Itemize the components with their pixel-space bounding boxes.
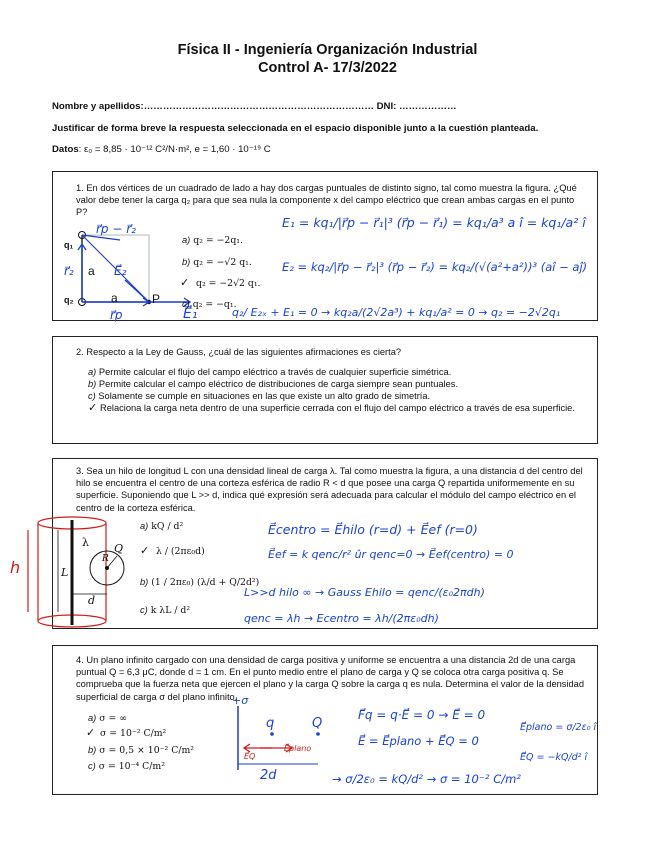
charge-Q — [316, 732, 320, 736]
q2-check-icon: ✓ — [88, 402, 98, 414]
hw-e1-fig: E⃗₁ — [183, 306, 198, 322]
hw-e2-fig: E⃗₂ — [114, 264, 127, 278]
question-3-number: 3. — [76, 466, 84, 476]
hw-h: h — [10, 558, 21, 577]
q1-option-b-text: q₂ = −√2 q₁. — [193, 257, 252, 268]
label-lambda: λ — [82, 536, 89, 549]
data-values: : ε₀ = 8,85 · 10⁻¹² C²/N·m², e = 1,60 · 10⁻¹⁹ C — [78, 144, 271, 155]
q3-option-c-text: k λL / d² — [150, 605, 191, 616]
q1-option-c-text: q₂ = −q₁. — [192, 299, 237, 310]
q3-option-a-letter: a) — [140, 521, 149, 531]
hw-q1-e1: E₁ = kq₁/|r⃗p − r⃗₁|³ (r⃗p − r⃗₁) = kq₁/a³ a î = kq₁/a² î — [282, 215, 586, 230]
question-2-number: 2. — [76, 347, 84, 357]
label-Q: Q — [114, 542, 124, 555]
question-1-number: 1. — [76, 183, 84, 193]
q2-option-c-letter: c) — [88, 391, 96, 401]
label-q2: q₂ — [64, 295, 74, 305]
q4-option-c-text: σ = 10⁻⁴ C/m² — [98, 761, 165, 772]
hw-q4-l4: E⃗Q = −kQ/d² î — [520, 752, 588, 763]
hw-q4-l1: F⃗q = q·E⃗ = 0 → E⃗ = 0 — [358, 708, 486, 722]
label-point-p: P — [152, 292, 161, 306]
hw-q3-l2: E⃗ef = k qenc/r² ûr qenc=0 → E⃗ef(centro) = 0 — [268, 548, 514, 561]
q2-option-a-letter: a) — [88, 367, 97, 377]
page-subtitle: Control A- 17/3/2022 — [258, 60, 397, 76]
q4-option-c-letter: c) — [88, 761, 96, 771]
label-side-horizontal: a — [111, 291, 118, 305]
q3-option-b-text: (1 / 2πε₀) (λ/d + Q/2d²) — [151, 577, 260, 588]
charge-q — [270, 732, 274, 736]
hw-q1-result: q₂/ E₂ₓ + E₁ = 0 → kq₂a/(2√2a³) + kq₁/a² = 0 → q₂ = −2√2q₁ — [232, 306, 561, 319]
q1-option-c-letter: c) — [182, 299, 190, 309]
question-1-statement: En dos vértices de un cuadrado de lado a hay dos cargas puntuales de distinto signo, tal como muestra la figura. ¿Qué valor debe tener la carga q₂ para que sea nula la componente x del campo eléctrico que crean ambas cargas en el punto P? — [76, 183, 577, 218]
hw-2d: 2d — [260, 768, 277, 783]
q2-option-a-text: Permite calcular el flujo del campo eléctrico a través de cualquier superficie simétrica. — [98, 367, 452, 377]
hw-q3-l4: qenc = λh → Ecentro = λh/(2πε₀dh) — [244, 612, 439, 625]
q2-option-selected-text: Relaciona la carga neta dentro de una superficie cerrada con el flujo del campo eléctrico a través de esa superficie. — [100, 403, 575, 413]
q4-option-selected-text: σ = 10⁻² C/m² — [100, 728, 167, 739]
q3-option-selected-text: λ / (2πε₀d) — [156, 546, 205, 557]
hw-r2: r⃗₂ — [64, 264, 74, 278]
hw-eq: E⃗Q — [244, 752, 256, 761]
hw-q4-l3: E⃗plano = σ/2ε₀ î — [520, 722, 597, 733]
hw-q3-l3: L>>d hilo ∞ → Gauss Ehilo = qenc/(ε₀2πdh) — [244, 586, 485, 599]
hw-rp-r2: r⃗p − r⃗₂ — [96, 222, 136, 236]
question-2-statement: Respecto a la Ley de Gauss, ¿cuál de las siguientes afirmaciones es cierta? — [86, 347, 402, 357]
hw-eplano: E⃗plano — [284, 744, 312, 753]
label-side-vertical: a — [88, 264, 95, 278]
q2-option-c-text: Solamente se cumple en situaciones en las que existe un alto grado de simetría. — [98, 391, 431, 401]
q4-option-b-text: σ = 0,5 × 10⁻² C/m² — [99, 745, 194, 756]
label-L: L — [61, 566, 69, 579]
q1-option-a-letter: a) — [182, 235, 191, 245]
q4-option-b-letter: b) — [88, 745, 97, 755]
q2-option-b-text: Permite calcular el campo eléctrico de distribuciones de carga siempre sean puntuales. — [98, 379, 459, 389]
hw-q3-l1: E⃗centro = E⃗hilo (r=d) + E⃗ef (r=0) — [268, 522, 478, 537]
label-R: R — [102, 554, 109, 564]
hw-q4-l5: → σ/2ε₀ = kQ/d² → σ = 10⁻² C/m² — [332, 772, 521, 786]
page-title: Física II - Ingeniería Organización Industrial — [177, 42, 478, 58]
question-4-number: 4. — [76, 655, 84, 665]
data-label: Datos — [52, 144, 79, 155]
q1-option-b-letter: b) — [182, 257, 191, 267]
hw-q4-l2: E⃗ = E⃗plano + E⃗Q = 0 — [358, 734, 479, 748]
question-3-statement: Sea un hilo de longitud L con una densidad lineal de carga λ. Tal como muestra la figura, a una distancia d del centro del hilo se encuentra el centro de una corteza esférica de radio R < d que posee una carga Q repartida uniformemente en su superficie. Suponiendo que L >> d, indica qué expresión será adecuada para calcular el módulo del campo eléctrico en el centro de la corteza esférica. — [76, 466, 583, 513]
question-4-statement: Un plano infinito cargado con una densidad de carga positiva y uniforme se encuentra a una distancia 2d de una carga puntual Q = 6,3 μC, donde d = 1 cm. En el punto medio entre el plano de carga y Q se coloca otra carga positiva q. Se comprueba que la fuerza neta que ejercen el plano y la carga Q sobre la carga q es nula. Determina el valor de la densidad superficial de carga σ del plano infinito. — [76, 655, 585, 702]
q1-option-selected-text: q₂ = −2√2 q₁. — [196, 278, 261, 289]
q4-option-a-text: σ = ∞ — [99, 713, 128, 724]
q3-option-a-text: kQ / d² — [151, 521, 184, 532]
q2-option-b-letter: b) — [88, 379, 97, 389]
q3-check-icon: ✓ — [140, 545, 150, 557]
q4-option-a-letter: a) — [88, 713, 97, 723]
label-d: d — [88, 594, 96, 607]
q4-check-icon: ✓ — [86, 727, 96, 739]
hw-q: q — [266, 716, 275, 731]
hw-rp-fig: r⃗p — [110, 308, 123, 322]
q1-option-a-text: q₂ = −2q₁. — [193, 235, 243, 246]
hw-plus-sigma: +σ — [232, 694, 249, 707]
q1-check-icon: ✓ — [180, 277, 190, 289]
q3-option-c-letter: c) — [140, 605, 148, 615]
q3-option-b-letter: b) — [140, 577, 149, 587]
name-field-label: Nombre y apellidos:……………………………………………………………… DNI: ……………… — [52, 101, 457, 112]
hw-q1-e2: E₂ = kq₂/|r⃗p − r⃗₂|³ (r⃗p − r⃗₂) = kq₂/(√(a²+a²))³ (aî − aĵ) — [282, 260, 588, 274]
label-q1: q₁ — [64, 240, 74, 250]
instructions: Justificar de forma breve la respuesta seleccionada en el espacio disponible junto a la cuestión planteada. — [52, 123, 539, 134]
hw-Q: Q — [312, 716, 323, 731]
